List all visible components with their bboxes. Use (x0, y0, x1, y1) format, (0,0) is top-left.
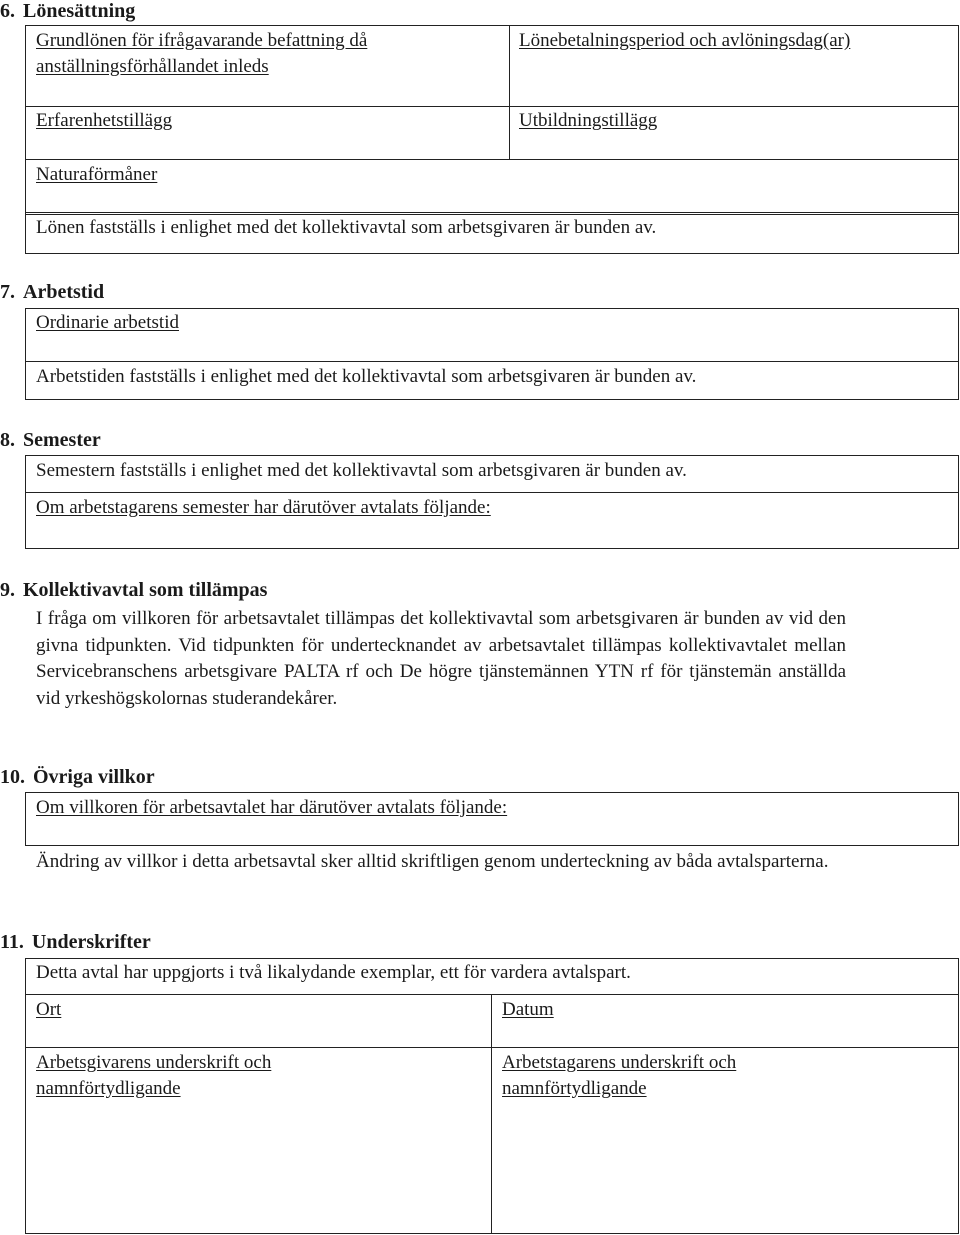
benefits-in-kind-field[interactable]: Naturaförmåner (36, 164, 158, 185)
working-hours-divider (25, 361, 959, 362)
collective-agreement-paragraph: I fråga om villkoren för arbetsavtalet tillämpas det kollektivavtal som arbetsgivaren är bunden av vid den givna tidpunkten. Vid tidpunkten för undertecknandet av arbetsavtalet tillämpas kollektivavtalet mellan Servicebranschens arbetsgivare PALTA rf och De högre tjänstemännen YTN rf för tjänstemän anställda vid yrkeshögskolornas studerandekårer. (36, 608, 846, 709)
signatures-column-divider (491, 994, 492, 1234)
section-number: 8. (0, 429, 15, 451)
pay-period-field[interactable]: Lönebetalningsperiod och avlöningsdag(ar) (519, 30, 851, 51)
section-title: Underskrifter (31, 931, 151, 953)
education-supplement-field[interactable]: Utbildningstillägg (519, 110, 658, 131)
section-8-heading (0, 429, 101, 451)
experience-supplement-field[interactable]: Erfarenhetstillägg (36, 110, 173, 131)
section-title: Lönesättning (23, 0, 136, 22)
section-number: 6. (0, 0, 15, 22)
section-11-heading (0, 931, 151, 953)
section-number: 7. (0, 281, 15, 303)
section-title: Övriga villkor (33, 766, 155, 788)
signatures-divider-1 (25, 994, 959, 995)
copies-text: Detta avtal har uppgjorts i två likalydande exemplar, ett för vardera avtalspart. (36, 962, 631, 983)
section-title: Arbetstid (23, 281, 105, 303)
section-7-heading (0, 281, 104, 303)
salary-column-divider (509, 25, 510, 159)
section-10-heading (0, 766, 155, 788)
employee-signature-field[interactable]: Arbetstagarens underskrift och namnförtydligande (502, 1052, 737, 1099)
collective-vacation-text: Semestern fastställs i enlighet med det kollektivavtal som arbetsgivaren är bunden av. (36, 460, 687, 481)
additional-vacation-field[interactable]: Om arbetstagarens semester har därutöver avtalats följande: (36, 497, 491, 518)
section-number: 10. (0, 766, 25, 788)
section-title: Kollektivavtal som tillämpas (23, 579, 268, 601)
amendment-text: Ändring av villkor i detta arbetsavtal sker alltid skriftligen genom underteckning av båda avtalsparterna. (36, 851, 829, 872)
basic-salary-label-line2: anställningsförhållandet inleds (36, 56, 269, 77)
date-field[interactable]: Datum (502, 999, 554, 1020)
salary-row-divider-2 (25, 159, 959, 160)
collective-salary-text: Lönen fastställs i enlighet med det kollektivavtal som arbetsgivaren är bunden av. (36, 217, 657, 238)
additional-terms-field[interactable]: Om villkoren för arbetsavtalet har därutöver avtalats följande: (36, 797, 508, 818)
basic-salary-field[interactable] (36, 28, 367, 80)
basic-salary-label-line1: Grundlönen för ifrågavarande befattning då (36, 30, 368, 51)
employer-signature-field[interactable]: Arbetsgivarens underskrift och namnförtydligande (36, 1052, 272, 1099)
section-9-heading (0, 579, 267, 601)
section-number: 9. (0, 579, 15, 601)
section-6-heading (0, 0, 135, 22)
collective-hours-text: Arbetstiden fastställs i enlighet med det kollektivavtal som arbetsgivaren är bunden av. (36, 366, 697, 387)
section-title: Semester (23, 429, 101, 451)
regular-hours-field[interactable]: Ordinarie arbetstid (36, 312, 179, 333)
section-number: 11. (0, 931, 24, 953)
salary-row-divider-1 (25, 106, 959, 107)
place-field[interactable]: Ort (36, 999, 62, 1020)
signatures-divider-2 (25, 1047, 959, 1048)
vacation-divider (25, 492, 959, 493)
